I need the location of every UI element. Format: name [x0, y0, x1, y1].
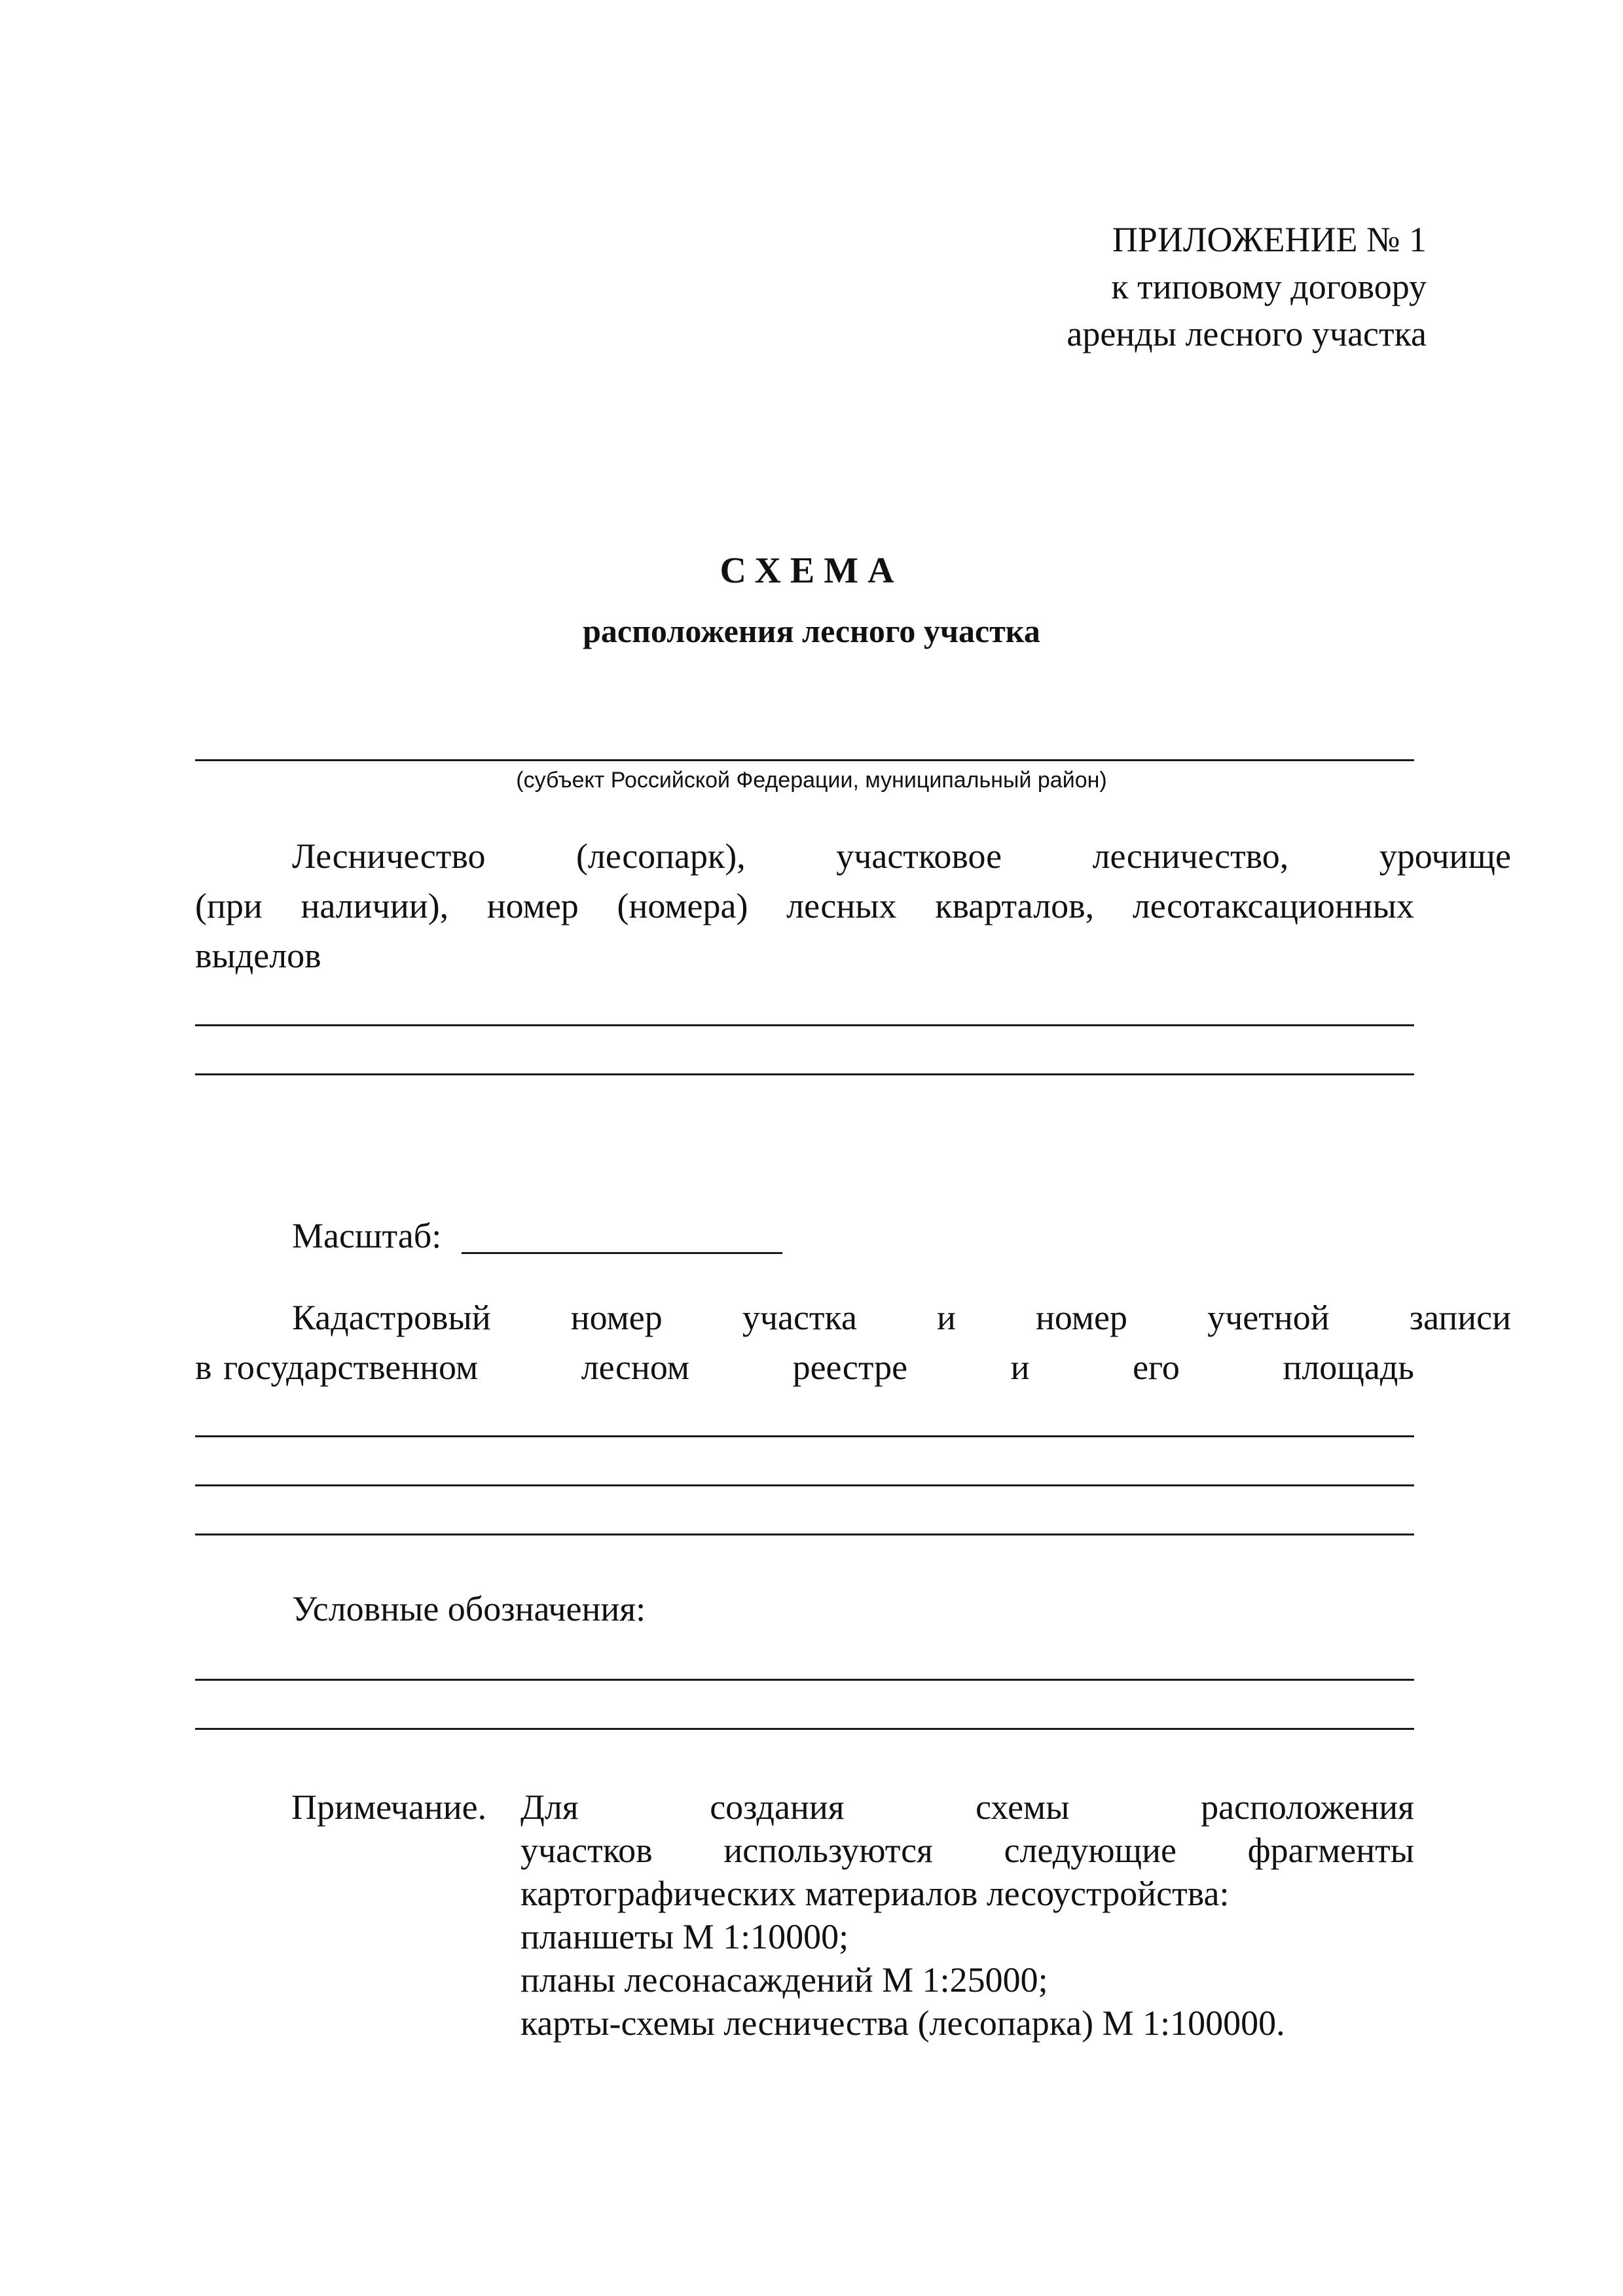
- note-body: [520, 1785, 1414, 2045]
- word: номер: [1036, 1298, 1128, 1337]
- word: его: [1133, 1348, 1180, 1387]
- word: лесном: [581, 1348, 690, 1387]
- word: наличии),: [301, 886, 449, 925]
- word: государственном: [223, 1348, 479, 1387]
- note-line-3: картографических материалов лесоустройства:: [520, 1874, 1230, 1913]
- note-line-4: планшеты М 1:10000;: [520, 1917, 849, 1956]
- word: участка: [742, 1298, 857, 1337]
- cadastral-field-line-1[interactable]: [195, 1435, 1414, 1437]
- word: записи: [1409, 1298, 1511, 1337]
- cadastral-paragraph: [195, 1293, 1511, 1392]
- cadastral-field-line-3[interactable]: [195, 1534, 1414, 1535]
- forestry-field-line-2[interactable]: [195, 1073, 1414, 1075]
- appendix-header: [1067, 216, 1427, 357]
- word: фрагменты: [1247, 1831, 1414, 1870]
- word: и: [937, 1298, 956, 1337]
- word: номер: [486, 886, 579, 925]
- word: лесотаксационных: [1132, 886, 1414, 925]
- word: используются: [723, 1831, 933, 1870]
- word: лесничество,: [1092, 836, 1289, 876]
- note-line-5: планы лесонасаждений М 1:25000;: [520, 1960, 1048, 2000]
- word: схемы: [976, 1787, 1070, 1827]
- word: участков: [520, 1831, 653, 1870]
- forestry-field-line-1[interactable]: [195, 1024, 1414, 1026]
- appendix-number: ПРИЛОЖЕНИЕ № 1: [1112, 220, 1427, 259]
- word: учетной: [1207, 1298, 1330, 1337]
- word: и: [1010, 1348, 1030, 1387]
- appendix-contract: аренды лесного участка: [1067, 314, 1427, 353]
- word: урочище: [1379, 836, 1511, 876]
- forestry-line-1: [195, 831, 1511, 881]
- forestry-paragraph: [195, 831, 1511, 980]
- word: лесных: [786, 886, 897, 925]
- word: номер: [570, 1298, 663, 1337]
- legend-field-line-2[interactable]: [195, 1728, 1414, 1730]
- word: (лесопарк),: [575, 836, 746, 876]
- legend-field-line-1[interactable]: [195, 1679, 1414, 1681]
- word: (при: [195, 886, 263, 925]
- document-title: СХЕМА: [720, 550, 903, 591]
- word: Для: [520, 1787, 579, 1827]
- word: площадь: [1283, 1348, 1414, 1387]
- word: кварталов,: [935, 886, 1095, 925]
- cadastral-field-line-2[interactable]: [195, 1484, 1414, 1486]
- appendix-reference: к типовому договору: [1111, 267, 1427, 306]
- region-field-caption: (субъект Российской Федерации, муниципальный район): [516, 768, 1107, 793]
- word: следующие: [1004, 1831, 1176, 1870]
- forestry-line-2: [195, 881, 1414, 931]
- forestry-line-3: выделов: [195, 936, 321, 975]
- scale-label: Масштаб:: [292, 1216, 442, 1255]
- word: участковое: [836, 836, 1002, 876]
- document-subtitle: расположения лесного участка: [583, 613, 1040, 649]
- note-line-6: карты-схемы лесничества (лесопарка) М 1:100000.: [520, 2003, 1285, 2043]
- word: реестре: [792, 1348, 908, 1387]
- scale-field-line[interactable]: [462, 1252, 782, 1254]
- word: (номера): [617, 886, 748, 925]
- word: Кадастровый: [292, 1298, 491, 1337]
- note-label: Примечание.: [291, 1787, 487, 1827]
- word: расположения: [1201, 1787, 1414, 1827]
- legend-label: Условные обозначения:: [292, 1589, 646, 1628]
- word: создания: [710, 1787, 845, 1827]
- word: в: [195, 1348, 212, 1387]
- note-line-2: [520, 1829, 1414, 1872]
- word: Лесничество: [292, 836, 486, 876]
- region-field-line[interactable]: [195, 759, 1414, 761]
- cadastral-line-2: [195, 1342, 1414, 1392]
- cadastral-line-1: [195, 1293, 1511, 1342]
- note-line-1: [520, 1785, 1414, 1829]
